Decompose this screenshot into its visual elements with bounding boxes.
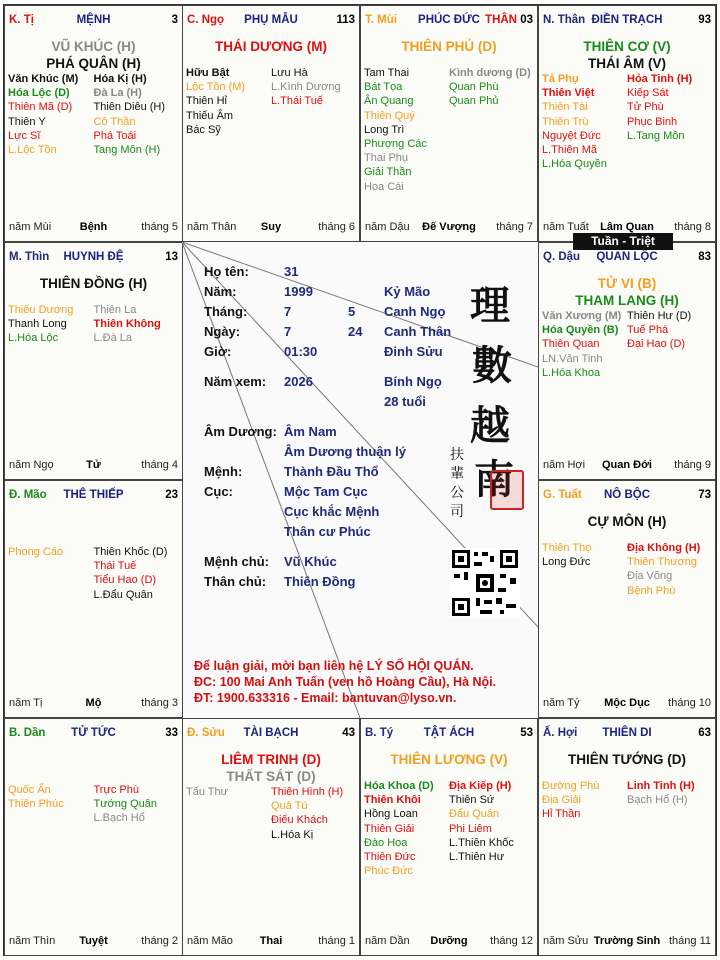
minor-star: Quan Phù: [449, 81, 499, 94]
minor-star: Kình dương (D): [449, 67, 531, 79]
minor-star: Lộc Tồn (M): [186, 81, 246, 94]
minor-star: Thiên La: [93, 304, 137, 316]
palace-year: năm Tý: [543, 697, 580, 709]
palace-month: tháng 9: [674, 459, 711, 471]
contact-address: ĐC: 100 Mai Anh Tuấn (ven hồ Hoàng Cầu), Hà Nội.: [194, 675, 497, 689]
cuc-label: Cục:: [204, 484, 233, 499]
minor-star: Bạch Hổ (H): [627, 794, 688, 807]
palace-branch: Đ. Mão: [9, 489, 47, 501]
minor-star: Quốc Ấn: [8, 784, 51, 796]
palace-stage: Suy: [260, 221, 282, 233]
palace-branch: M. Thìn: [9, 251, 50, 263]
palace-month: tháng 1: [318, 935, 355, 947]
minor-star: L.Đẩu Quân: [93, 588, 153, 601]
palace-year: năm Mão: [187, 935, 233, 947]
palace-stage: Trường Sinh: [593, 935, 661, 947]
minor-star: Ân Quang: [364, 95, 414, 108]
menh-chu-label: Mệnh chủ:: [204, 554, 269, 569]
minor-star: Văn Xương (M): [542, 310, 622, 322]
main-star: PHÁ QUÂN (H): [46, 56, 141, 71]
minor-star: Trực Phù: [93, 784, 139, 796]
day-solar: 7: [284, 324, 292, 339]
minor-star: Thiên Khốc (D): [93, 546, 168, 558]
than-chu-label: Thân chủ:: [204, 574, 267, 589]
palace-branch: N. Thân: [543, 14, 586, 26]
amduong-label: Âm Dương:: [204, 424, 277, 439]
minor-star: Thiên Khôi: [364, 794, 421, 807]
minor-star: Lực Sĩ: [8, 129, 41, 142]
palace-name: QUAN LỘC: [596, 251, 658, 263]
palace-dau[interactable]: [538, 242, 716, 480]
menh-chu-value: Vũ Khúc: [284, 554, 337, 569]
hour-canchi: Đinh Sửu: [384, 344, 443, 359]
palace-year: năm Hợi: [543, 459, 586, 471]
menh-value: Thành Đầu Thổ: [284, 464, 379, 479]
hour-label: Giờ:: [204, 344, 232, 359]
main-star: THÁI DƯƠNG (M): [215, 39, 327, 54]
minor-star: Hóa Lộc (D): [8, 87, 70, 100]
palace-tuat[interactable]: [538, 480, 716, 718]
minor-star: Long Trì: [364, 123, 405, 136]
palace-number: 13: [165, 251, 178, 263]
main-star: THIÊN CƠ (V): [583, 39, 671, 54]
palace-branch: Q. Dậu: [543, 251, 581, 263]
minor-star: L.Bạch Hổ: [93, 812, 145, 825]
palace-name: MỆNH: [76, 14, 111, 26]
minor-star: Hoa Cái: [364, 180, 404, 193]
palace-name: HUYNH ĐỆ: [63, 251, 124, 263]
palace-year: năm Dậu: [365, 221, 410, 233]
palace-month: tháng 8: [674, 221, 711, 233]
minor-star: Địa Võng: [627, 570, 673, 583]
palace-branch: T. Mùi: [365, 14, 397, 26]
minor-star: Điếu Khách: [271, 814, 328, 827]
amduong-value: Âm Nam: [284, 424, 337, 439]
minor-star: Phong Cáo: [8, 546, 64, 558]
minor-star: Thiên Hư (D): [627, 310, 692, 322]
minor-star: Đào Hoa: [364, 836, 408, 849]
palace-number: 63: [698, 727, 711, 739]
palace-number: 33: [165, 727, 178, 739]
palace-month: tháng 4: [141, 459, 178, 471]
cuc-value: Mộc Tam Cục: [284, 484, 368, 499]
palace-branch: B. Dần: [9, 727, 46, 739]
minor-star: Thiên Diêu (H): [93, 101, 166, 114]
palace-hoi[interactable]: [538, 718, 716, 956]
palace-month: tháng 10: [668, 697, 711, 709]
palace-branch: Đ. Sửu: [187, 727, 225, 739]
palace-branch: B. Tý: [365, 727, 394, 739]
palace-year: năm Tuất: [543, 221, 589, 233]
view-year-canchi: Bính Ngọ: [384, 374, 442, 389]
minor-star: Thiên Không: [93, 318, 161, 331]
than-cu-note: Thân cư Phúc: [284, 524, 371, 539]
minor-star: L.Lộc Tồn: [8, 144, 57, 157]
minor-star: Đà La (H): [93, 87, 142, 100]
palace-name: PHÚC ĐỨC: [418, 14, 480, 26]
minor-star: Thiếu Âm: [186, 109, 234, 122]
day-canchi: Canh Thân: [384, 324, 452, 339]
qr-code[interactable]: [450, 548, 520, 618]
year-canchi: Kỷ Mão: [384, 284, 431, 299]
main-star: THẤT SÁT (D): [226, 769, 316, 784]
palace-year: năm Thân: [187, 221, 237, 233]
palace-stage: Mộ: [85, 697, 102, 709]
palace-month: tháng 3: [141, 697, 178, 709]
minor-star: Thiên Quý: [364, 109, 415, 122]
amduong-note: Âm Dương thuận lý: [284, 444, 406, 459]
minor-star: Tướng Quân: [93, 798, 157, 811]
palace-name: THIÊN DI: [602, 727, 652, 739]
minor-star: L.Thiên Khốc: [449, 836, 514, 849]
minor-star: Bác Sỹ: [186, 123, 221, 136]
minor-star: L.Hóa Khoa: [542, 366, 601, 379]
red-seal-stamp: [490, 470, 524, 510]
minor-star: Tả Phụ: [542, 73, 579, 85]
minor-star: Bát Tọa: [364, 81, 403, 94]
palace-month: tháng 11: [668, 935, 711, 947]
palace-mao[interactable]: [4, 480, 183, 718]
minor-star: Văn Khúc (M): [8, 73, 79, 85]
minor-star: Hỏa Tinh (H): [627, 73, 693, 85]
minor-star: Thiên Sứ: [449, 794, 495, 807]
palace-month: tháng 6: [318, 221, 355, 233]
minor-star: L.Thái Tuế: [271, 95, 323, 108]
month-label: Tháng:: [204, 304, 248, 319]
palace-year: năm Tị: [9, 697, 43, 709]
palace-name: NÔ BỘC: [604, 489, 650, 501]
minor-star: Tử Phù: [627, 101, 664, 114]
center-info-panel: Họ tên: 31 Năm: 1999 Kỷ Mão Tháng: 7 5 Canh Ngọ Ngày: 7 24 Canh Thân Giờ: 01:30 Đinh Sửu Năm xem: 2026 Bính Ngọ 28 tuổi Âm Dương: Âm Nam Âm Dương thuận lý Mệnh: Thành Đầu Thổ Cục: Mộc Tam Cục Cục khắc Mệnh Thân cư Phúc Mệnh chủ: Vũ Khúc Thân chủ: Thiên Đồng 理 數 越 南 扶 輩 公 司 Để luận giải, mời bạn liên hệ LÝ SỐ HỘI QUÁN. ĐC: 100 Mai Anh Tuấn (ven hồ Hoàng Cầu), Hà Nội. ĐT: 1900.633316 - Email: bantuvan@lyso.vn.: [182, 242, 538, 718]
palace-branch: C. Ngọ: [187, 14, 225, 26]
minor-star: Thiên Tài: [542, 101, 588, 114]
minor-star: Hóa Quyền (B): [542, 324, 619, 337]
minor-star: Thiên Hình (H): [271, 786, 344, 798]
minor-star: Cô Thần: [93, 115, 136, 128]
view-year-value: 2026: [284, 374, 313, 389]
minor-star: Thiên Phúc: [8, 798, 64, 811]
palace-month: tháng 7: [496, 221, 533, 233]
contact-phone-email[interactable]: ĐT: 1900.633316 - Email: bantuvan@lyso.vn.: [194, 691, 457, 705]
menh-label: Mệnh:: [204, 464, 243, 479]
main-star: THAM LANG (H): [575, 293, 679, 308]
name-label: Họ tên:: [204, 264, 249, 279]
minor-star: Long Đức: [542, 556, 591, 569]
palace-month: tháng 5: [141, 221, 178, 233]
minor-star: Địa Không (H): [627, 542, 701, 554]
minor-star: Lưu Hà: [271, 67, 308, 79]
palace-name: ĐIỀN TRẠCH: [591, 14, 663, 26]
minor-star: Thiên Thương: [627, 556, 698, 569]
minor-star: Thiên Đức: [364, 851, 416, 864]
palace-stage: Dưỡng: [430, 935, 468, 947]
palace-number: 23: [165, 489, 178, 501]
day-lunar: 24: [348, 324, 363, 339]
palace-ngo[interactable]: [182, 5, 360, 242]
palace-stage: Tử: [86, 459, 101, 471]
palace-number: 43: [342, 727, 355, 739]
minor-star: Đường Phù: [542, 780, 600, 792]
minor-star: Giải Thần: [364, 166, 412, 179]
contact-line: Để luận giải, mời bạn liên hệ LÝ SỐ HỘI QUÁN.: [194, 659, 474, 673]
minor-star: Linh Tinh (H): [627, 780, 695, 792]
minor-star: Thiên Thọ: [542, 542, 592, 554]
palace-dan[interactable]: [4, 718, 183, 956]
palace-name: PHỤ MẪU: [244, 14, 298, 26]
palace-branch: Ấ. Hợi: [543, 727, 578, 739]
month-canchi: Canh Ngọ: [384, 304, 446, 319]
palace-month: tháng 12: [490, 935, 533, 947]
palace-stage: Mộc Dục: [604, 697, 650, 709]
age-value: 28 tuổi: [384, 394, 426, 409]
minor-star: Bệnh Phù: [627, 584, 676, 597]
minor-star: Thiên Trù: [542, 115, 589, 128]
minor-star: Tang Môn (H): [93, 144, 161, 157]
minor-star: Hóa Kị (H): [93, 73, 147, 85]
palace-year: năm Sửu: [543, 935, 589, 947]
palace-year: năm Dần: [365, 935, 410, 947]
minor-star: L.Hóa Quyền: [542, 158, 607, 171]
palace-number: 73: [698, 489, 711, 501]
year-label: Năm:: [204, 284, 237, 299]
than-chu-value: Thiên Đồng: [284, 574, 356, 589]
palace-stage: Thai: [259, 935, 283, 947]
minor-star: Tuế Phá: [627, 324, 669, 337]
minor-star: Thiên Y: [8, 115, 46, 128]
palace-stage: Bệnh: [79, 221, 108, 233]
minor-star: L.Thiên Hư: [449, 851, 505, 864]
palace-stage: Tuyệt: [79, 935, 108, 947]
year-value: 1999: [284, 284, 313, 299]
than-marker: THÂN: [485, 14, 517, 26]
palace-number: 113: [336, 14, 355, 26]
palace-mui[interactable]: [360, 5, 538, 242]
minor-star: Kiếp Sát: [627, 87, 669, 100]
minor-star: Tiểu Hao (D): [93, 574, 157, 587]
minor-star: Tam Thai: [364, 67, 410, 79]
day-label: Ngày:: [204, 324, 241, 339]
minor-star: L.Kình Dương: [271, 81, 341, 94]
minor-star: Thanh Long: [8, 318, 67, 331]
palace-number: 83: [698, 251, 711, 263]
palace-ty[interactable]: [360, 718, 538, 956]
palace-suu[interactable]: [182, 718, 360, 956]
minor-star: LN.Văn Tinh: [542, 352, 603, 365]
minor-star: L.Thiên Mã: [542, 144, 598, 157]
minor-star: Thiên Giải: [364, 822, 415, 835]
palace-name: THÊ THIẾP: [63, 489, 124, 501]
month-lunar: 5: [348, 304, 356, 319]
palace-name: TÀI BẠCH: [243, 727, 299, 739]
minor-star: Đại Hao (D): [627, 338, 686, 351]
minor-star: Thiên Việt: [542, 87, 595, 100]
minor-star: Phúc Đức: [364, 865, 413, 878]
minor-star: Thiên Mã (D): [8, 101, 73, 114]
main-star: VŨ KHÚC (H): [51, 39, 136, 54]
main-star: THIÊN TƯỚNG (D): [568, 752, 686, 767]
minor-star: L.Hóa Lộc: [8, 332, 59, 345]
palace-number: 53: [520, 727, 533, 739]
palace-year: năm Thìn: [9, 935, 56, 947]
minor-star: Quả Tú: [271, 800, 308, 813]
minor-star: Thiên Quan: [542, 338, 600, 351]
palace-month: tháng 2: [141, 935, 178, 947]
month-solar: 7: [284, 304, 292, 319]
palace-name: TẬT ÁCH: [423, 727, 475, 739]
palace-than[interactable]: [538, 5, 716, 242]
minor-star: Địa Giải: [542, 794, 582, 807]
minor-star: Hữu Bật: [186, 67, 230, 79]
minor-star: Phá Toái: [93, 129, 137, 142]
minor-star: L.Hóa Kị: [271, 828, 314, 841]
minor-star: Địa Kiếp (H): [449, 780, 512, 792]
minor-star: L.Đà La: [93, 332, 133, 345]
main-star: THÁI ÂM (V): [588, 56, 666, 71]
main-star: THIÊN LƯƠNG (V): [390, 752, 508, 767]
view-year-label: Năm xem:: [204, 374, 267, 389]
palace-stage: Đế Vượng: [422, 221, 476, 233]
palace-number: 03: [520, 14, 533, 26]
minor-star: Phục Binh: [627, 115, 678, 128]
palace-stage: Lâm Quan: [600, 221, 654, 233]
palace-number: 3: [171, 14, 178, 26]
main-star: LIÊM TRINH (D): [221, 752, 321, 767]
main-star: TỬ VI (B): [597, 276, 657, 291]
minor-star: Hóa Khoa (D): [364, 780, 434, 792]
minor-star: Tấu Thư: [186, 786, 229, 798]
name-value: 31: [284, 264, 299, 279]
main-star: THIÊN ĐỒNG (H): [39, 276, 148, 291]
palace-year: năm Ngọ: [9, 459, 54, 471]
palace-thin[interactable]: [4, 242, 183, 480]
minor-star: Quan Phủ: [449, 95, 499, 108]
palace-number: 93: [698, 14, 711, 26]
main-star: THIÊN PHỦ (D): [401, 39, 497, 54]
minor-star: Thái Tuế: [93, 560, 137, 573]
palace-ti[interactable]: [4, 5, 183, 242]
minor-star: Thai Phụ: [364, 152, 409, 165]
minor-star: Hồng Loan: [364, 808, 418, 821]
hour-value: 01:30: [284, 344, 318, 359]
minor-star: Thiên Hỉ: [186, 95, 227, 108]
main-star: CỰ MÔN (H): [587, 514, 667, 529]
cuc-note: Cục khắc Mệnh: [284, 504, 380, 519]
minor-star: Phượng Các: [364, 138, 427, 151]
contact-info: [194, 658, 534, 706]
palace-branch: K. Tị: [9, 14, 34, 26]
minor-star: Hỉ Thần: [542, 808, 581, 821]
minor-star: Đẩu Quân: [449, 808, 500, 821]
palace-stage: Quan Đới: [602, 459, 652, 471]
tuan-triet-badge: Tuần - Triệt: [573, 233, 673, 250]
palace-name: TỬ TỨC: [71, 727, 116, 739]
minor-star: Thiếu Dương: [8, 304, 74, 316]
minor-star: L.Tang Môn: [627, 129, 685, 142]
minor-star: Nguyệt Đức: [542, 129, 601, 142]
palace-year: năm Mùi: [9, 221, 52, 233]
minor-star: Phi Liêm: [449, 822, 492, 835]
palace-branch: G. Tuất: [543, 489, 582, 501]
